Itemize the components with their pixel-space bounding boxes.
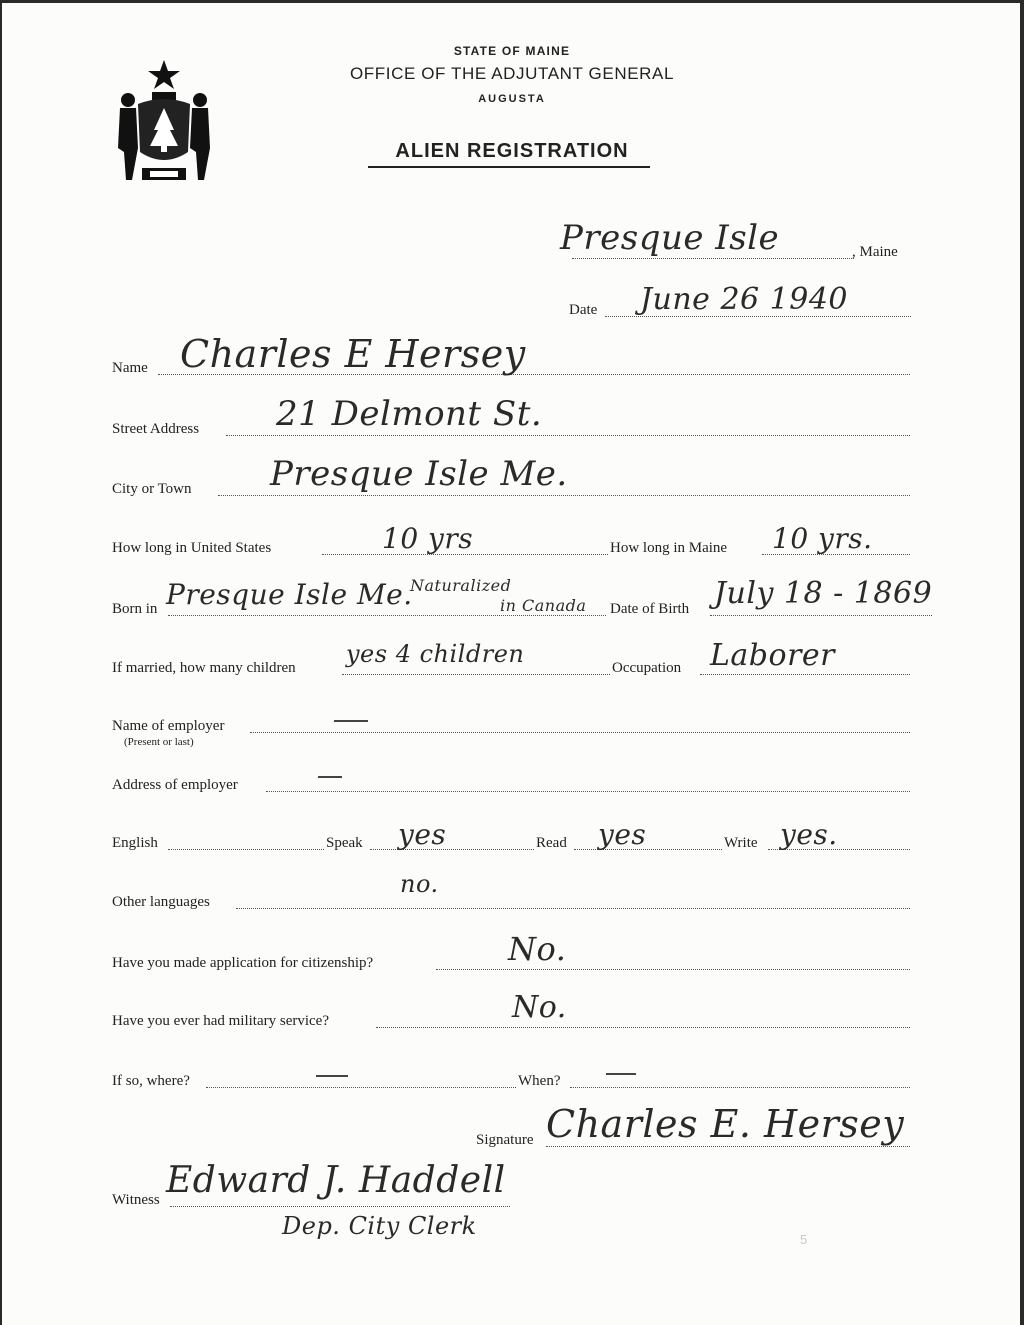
- label-employer-note: (Present or last): [124, 736, 194, 748]
- signature-line: [546, 1146, 910, 1147]
- english-line: [168, 849, 324, 850]
- speak-line: [370, 849, 534, 850]
- other-languages-line: [236, 908, 910, 909]
- title-underline: [368, 166, 650, 168]
- employer-name-dash: [334, 720, 368, 722]
- children-line: [342, 674, 610, 675]
- label-date-of-birth: Date of Birth: [610, 601, 690, 617]
- scan-border-right: [1020, 0, 1024, 1325]
- read-line: [574, 849, 722, 850]
- label-street: Street Address: [112, 421, 200, 437]
- form-title: ALIEN REGISTRATION: [395, 140, 629, 162]
- witness-line: [170, 1206, 510, 1207]
- label-read: Read: [536, 835, 567, 851]
- dob-entry: July 18 - 1869: [714, 576, 933, 611]
- naturalized-note: Naturalized: [410, 576, 512, 595]
- military-entry: No.: [512, 990, 567, 1025]
- witness-title-entry: Dep. City Clerk: [282, 1212, 477, 1240]
- label-occupation: Occupation: [612, 660, 682, 676]
- how-long-maine-entry: 10 yrs.: [772, 522, 873, 555]
- when-line: [570, 1087, 910, 1088]
- witness-entry: Edward J. Haddell: [166, 1160, 506, 1201]
- label-married-children: If married, how many children: [112, 660, 296, 676]
- label-name: Name: [112, 360, 148, 376]
- place-line: [572, 258, 854, 259]
- label-date: Date: [569, 302, 598, 318]
- when-dash: [606, 1073, 636, 1075]
- label-signature: Signature: [476, 1132, 534, 1148]
- label-born-in: Born in: [112, 601, 158, 617]
- label-english: English: [112, 835, 158, 851]
- street-entry: 21 Delmont St.: [276, 394, 543, 434]
- street-line: [226, 435, 910, 436]
- employer-address-dash: [318, 776, 342, 778]
- speak-entry: yes: [398, 818, 447, 851]
- signature-entry: Charles E. Hersey: [546, 1102, 905, 1146]
- label-how-long-us: How long in United States: [112, 540, 272, 556]
- where-line: [206, 1087, 516, 1088]
- employer-address-line: [266, 791, 910, 792]
- citizenship-entry: No.: [508, 930, 567, 968]
- header-city: AUGUSTA: [478, 93, 546, 105]
- date-entry: June 26 1940: [640, 282, 849, 317]
- occupation-entry: Laborer: [710, 638, 836, 673]
- label-maine: , Maine: [852, 244, 898, 260]
- other-languages-entry: no.: [400, 870, 439, 898]
- born-in-entry: Presque Isle Me.: [166, 578, 413, 611]
- page-mark: 5: [800, 1232, 808, 1247]
- label-where: If so, where?: [112, 1073, 190, 1089]
- header-office: OFFICE OF THE ADJUTANT GENERAL: [349, 64, 675, 83]
- label-employer-name: Name of employer: [112, 718, 225, 734]
- label-city-town: City or Town: [112, 481, 192, 497]
- label-employer-address: Address of employer: [112, 777, 238, 793]
- in-canada-note: in Canada: [500, 596, 587, 615]
- city-line: [218, 495, 910, 496]
- label-speak: Speak: [326, 835, 363, 851]
- scan-border-left: [0, 0, 2, 1325]
- where-dash: [316, 1075, 348, 1077]
- military-line: [376, 1027, 910, 1028]
- label-military: Have you ever had military service?: [112, 1013, 329, 1029]
- citizenship-line: [436, 969, 910, 970]
- scan-border-top: [0, 0, 1024, 3]
- write-entry: yes.: [780, 818, 838, 851]
- label-other-languages: Other languages: [112, 894, 210, 910]
- read-entry: yes: [598, 818, 647, 851]
- place-entry: Presque Isle: [560, 218, 780, 258]
- label-when: When?: [518, 1073, 561, 1089]
- label-how-long-maine: How long in Maine: [610, 540, 728, 556]
- born-in-line: [168, 615, 606, 616]
- dob-line: [710, 615, 932, 616]
- header-state: STATE OF MAINE: [453, 44, 571, 58]
- label-witness: Witness: [112, 1192, 160, 1208]
- name-entry: Charles E Hersey: [180, 332, 526, 376]
- employer-name-line: [250, 732, 910, 733]
- occupation-line: [700, 674, 910, 675]
- label-write: Write: [724, 835, 758, 851]
- how-long-us-entry: 10 yrs: [382, 522, 474, 555]
- city-entry: Presque Isle Me.: [270, 454, 568, 494]
- label-citizenship: Have you made application for citizenship?: [112, 955, 374, 971]
- children-entry: yes 4 children: [346, 640, 525, 668]
